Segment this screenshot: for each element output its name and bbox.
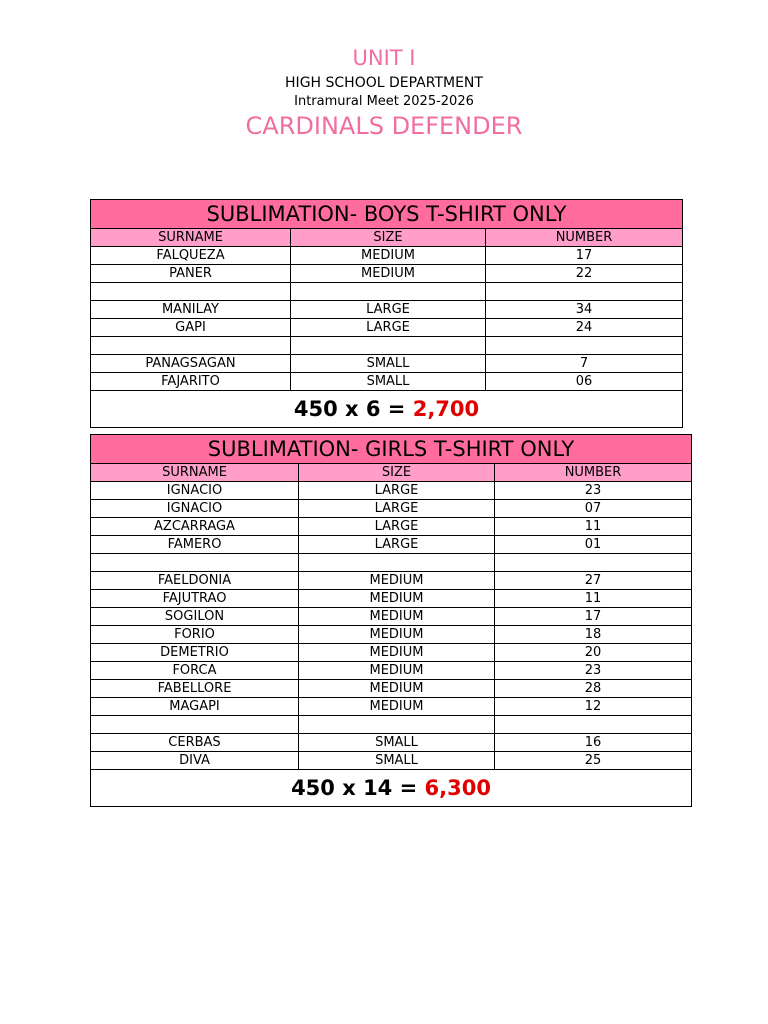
size-cell: LARGE	[291, 301, 486, 319]
surname-cell	[91, 554, 299, 572]
team-title: CARDINALS DEFENDER	[245, 112, 523, 140]
girls-rows	[91, 482, 692, 770]
surname-cell: PANAGSAGAN	[91, 355, 291, 373]
number-header: NUMBER	[495, 464, 692, 482]
number-cell: 06	[486, 373, 683, 391]
number-cell: 23	[495, 662, 692, 680]
number-cell: 07	[495, 500, 692, 518]
table-row	[91, 301, 683, 319]
surname-cell: FORCA	[91, 662, 299, 680]
size-cell: MEDIUM	[291, 247, 486, 265]
table-row	[91, 247, 683, 265]
unit-title: UNIT I	[352, 46, 416, 70]
surname-cell: PANER	[91, 265, 291, 283]
boys-order-table	[90, 199, 683, 428]
girls-total	[91, 770, 692, 807]
size-cell: SMALL	[291, 373, 486, 391]
surname-cell: DEMETRIO	[91, 644, 299, 662]
number-cell: 17	[495, 608, 692, 626]
table-row	[91, 590, 692, 608]
table-row	[91, 355, 683, 373]
surname-header: SURNAME	[91, 464, 299, 482]
table-row	[91, 337, 683, 355]
size-cell	[299, 554, 495, 572]
surname-cell: FORIO	[91, 626, 299, 644]
size-cell	[291, 337, 486, 355]
number-cell: 24	[486, 319, 683, 337]
surname-cell: GAPI	[91, 319, 291, 337]
surname-cell: FAJARITO	[91, 373, 291, 391]
surname-cell	[91, 716, 299, 734]
surname-cell	[91, 283, 291, 301]
number-cell: 18	[495, 626, 692, 644]
department-title: HIGH SCHOOL DEPARTMENT	[285, 75, 483, 91]
event-title: Intramural Meet 2025-2026	[294, 94, 474, 109]
number-cell	[495, 716, 692, 734]
table-row	[91, 482, 692, 500]
surname-cell: FABELLORE	[91, 680, 299, 698]
number-cell: 11	[495, 518, 692, 536]
surname-cell: FAJUTRAO	[91, 590, 299, 608]
girls-column-headers	[91, 464, 692, 482]
size-cell	[291, 283, 486, 301]
size-cell: MEDIUM	[299, 608, 495, 626]
surname-header: SURNAME	[91, 229, 291, 247]
size-cell: MEDIUM	[299, 698, 495, 716]
table-row	[91, 680, 692, 698]
surname-cell: FAELDONIA	[91, 572, 299, 590]
size-cell: MEDIUM	[299, 644, 495, 662]
table-row	[91, 734, 692, 752]
number-cell	[495, 554, 692, 572]
surname-cell: FALQUEZA	[91, 247, 291, 265]
size-cell: MEDIUM	[299, 626, 495, 644]
table-row	[91, 283, 683, 301]
table-row	[91, 716, 692, 734]
table-row	[91, 373, 683, 391]
table-row	[91, 698, 692, 716]
size-cell: MEDIUM	[299, 680, 495, 698]
number-cell: 34	[486, 301, 683, 319]
table-row	[91, 662, 692, 680]
size-cell: LARGE	[299, 500, 495, 518]
boys-rows	[91, 247, 683, 391]
table-row	[91, 626, 692, 644]
number-header: NUMBER	[486, 229, 683, 247]
size-cell: MEDIUM	[299, 590, 495, 608]
size-cell: SMALL	[299, 734, 495, 752]
surname-cell: CERBAS	[91, 734, 299, 752]
girls-total-formula: 450 x 14 =	[291, 776, 425, 800]
number-cell: 23	[495, 482, 692, 500]
table-row	[91, 265, 683, 283]
surname-cell: FAMERO	[91, 536, 299, 554]
surname-cell: MANILAY	[91, 301, 291, 319]
size-cell: LARGE	[299, 518, 495, 536]
girls-total-result: 6,300	[424, 776, 491, 800]
number-cell	[486, 337, 683, 355]
surname-cell: DIVA	[91, 752, 299, 770]
number-cell: 11	[495, 590, 692, 608]
boys-total-formula: 450 x 6 =	[293, 397, 413, 421]
table-row	[91, 518, 692, 536]
size-cell: SMALL	[291, 355, 486, 373]
number-cell: 22	[486, 265, 683, 283]
boys-total-result: 2,700	[412, 397, 480, 421]
size-cell: LARGE	[299, 536, 495, 554]
size-cell: LARGE	[299, 482, 495, 500]
table-row	[91, 644, 692, 662]
number-cell: 20	[495, 644, 692, 662]
surname-cell	[91, 337, 291, 355]
surname-cell: AZCARRAGA	[91, 518, 299, 536]
boys-table-title: SUBLIMATION- BOYS T-SHIRT ONLY	[91, 200, 683, 229]
table-row	[91, 554, 692, 572]
number-cell: 28	[495, 680, 692, 698]
size-header: SIZE	[291, 229, 486, 247]
number-cell: 12	[495, 698, 692, 716]
table-row	[91, 608, 692, 626]
surname-cell: IGNACIO	[91, 500, 299, 518]
size-header: SIZE	[299, 464, 495, 482]
girls-table-title: SUBLIMATION- GIRLS T-SHIRT ONLY	[91, 435, 692, 464]
table-row	[91, 752, 692, 770]
number-cell	[486, 283, 683, 301]
table-row	[91, 572, 692, 590]
number-cell: 01	[495, 536, 692, 554]
number-cell: 17	[486, 247, 683, 265]
surname-cell: IGNACIO	[91, 482, 299, 500]
number-cell: 25	[495, 752, 692, 770]
table-row	[91, 536, 692, 554]
boys-column-headers	[91, 229, 683, 247]
number-cell: 7	[486, 355, 683, 373]
size-cell: SMALL	[299, 752, 495, 770]
size-cell: MEDIUM	[299, 572, 495, 590]
girls-order-table	[90, 434, 692, 807]
boys-total	[91, 391, 683, 428]
table-row	[91, 319, 683, 337]
surname-cell: MAGAPI	[91, 698, 299, 716]
number-cell: 27	[495, 572, 692, 590]
size-cell	[299, 716, 495, 734]
table-row	[91, 500, 692, 518]
surname-cell: SOGILON	[91, 608, 299, 626]
size-cell: LARGE	[291, 319, 486, 337]
size-cell: MEDIUM	[299, 662, 495, 680]
number-cell: 16	[495, 734, 692, 752]
size-cell: MEDIUM	[291, 265, 486, 283]
